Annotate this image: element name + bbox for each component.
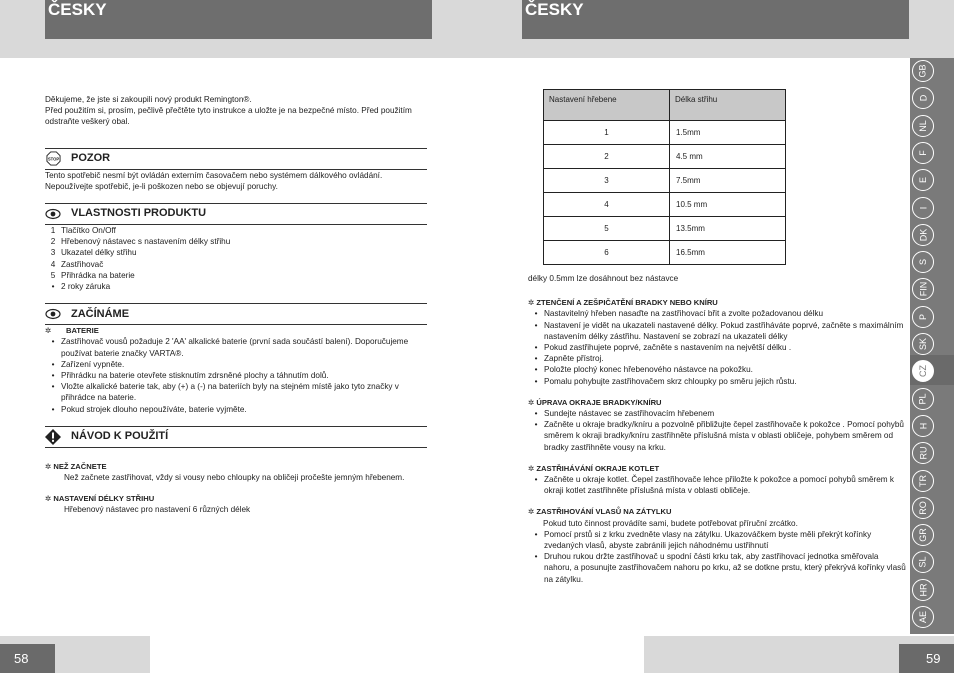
section-list [528, 408, 906, 453]
section-list [528, 529, 906, 585]
language-code: S [917, 259, 928, 266]
usage-heading [45, 426, 427, 448]
language-code: HR [918, 583, 928, 597]
list-item [45, 381, 427, 403]
battery-list [45, 336, 427, 414]
length-setting-subheading [45, 493, 427, 504]
right-sections [528, 284, 906, 585]
bullet: • [51, 359, 55, 369]
language-code: PL [917, 393, 928, 405]
language-tab-p[interactable] [912, 306, 934, 328]
language-tab-i[interactable] [912, 197, 934, 219]
language-code: TR [918, 474, 928, 487]
table-cell: 1 [544, 121, 670, 145]
section-title: ZTENČENÍ A ZEŠPIČATĚNÍ BRADKY NEBO KNÍRU [536, 298, 718, 308]
table-header-row [544, 90, 786, 121]
language-code: NL [917, 119, 928, 132]
sun-icon: ✲ [45, 494, 52, 504]
before-start-subheading [45, 461, 427, 472]
language-code: FIN [918, 282, 928, 297]
language-tab-tr[interactable] [912, 470, 934, 492]
list-text: 2 roky záruka [61, 282, 111, 292]
bullet: • [534, 365, 538, 375]
language-tab-hr[interactable] [912, 579, 934, 601]
table-cell: 3 [544, 169, 670, 193]
section-list [528, 308, 906, 386]
bullet: • [534, 343, 538, 353]
list-text: Druhou rukou držte zastřihovač u spodní části krku tak, aby zastřihovací jednotka směřovala nahoru, a posunujte zastřihovačem nahoru po krku, až se dotkne prstu, který překrývá kořínky vlasů na zátylku. [544, 552, 906, 584]
language-tab-f[interactable] [912, 142, 934, 164]
language-code: DK [917, 228, 928, 242]
list-text: Zastřihovač vousů požaduje 2 'AA' alkalické baterie (první sada součástí balení). Doporučujeme používat baterie značky VARTA®. [61, 337, 409, 358]
list-marker: 3 [50, 248, 56, 258]
usage-title: NÁVOD K POUŽITÍ [71, 430, 169, 443]
bullet: • [51, 337, 55, 347]
list-item [45, 259, 427, 270]
list-text: Začněte u okraje bradky/kníru a pozvolně přibližujte čepel zastřihovače k pokožce . Pomocí pohybů směrem k okraji bradky/kníru zastřihněte příslušná místa v oblasti obličeje, pohybem směrem od bradky zastřihněte vousy na krku. [544, 420, 904, 452]
list-item [45, 236, 427, 247]
section-subheading [528, 397, 906, 408]
start-heading [45, 303, 427, 325]
language-code: SK [917, 337, 928, 351]
list-text: Sundejte nástavec se zastřihovacím hřebenem [544, 409, 715, 419]
list-text: Položte plochý konec hřebenového nástavce na pokožku. [544, 365, 753, 375]
sun-icon: ✲ [528, 463, 535, 473]
list-text: Nastavení je vidět na ukazateli nastavené délky. Pokud zastřiháváte poprvé, začněte s maximálním nastavením délky zástřihu. Nastavení se zobrazí na ukazateli délky [544, 320, 904, 341]
section-title: ZASTŘIHÁVÁNÍ OKRAJE KOTLET [536, 463, 660, 473]
list-marker: 1 [50, 226, 56, 236]
bullet: • [534, 475, 538, 485]
language-code: I [917, 206, 928, 209]
section-list [528, 474, 906, 496]
language-code: GB [917, 64, 928, 78]
bullet: • [534, 320, 538, 330]
language-tab-sk[interactable] [912, 333, 934, 355]
list-text: Vložte alkalické baterie tak, aby (+) a (-) na bateriích byly na stejném místě jako tyto značky v přihrádce na baterie. [61, 382, 399, 403]
list-text: Zapněte přístroj. [544, 354, 604, 364]
section-title: ZASTŘIHOVÁNÍ VLASŮ NA ZÁTYLKU [536, 507, 672, 517]
bullet: • [534, 309, 538, 319]
table-row [544, 121, 786, 145]
list-text: Zařízení vypněte. [61, 359, 125, 369]
language-tab-gb[interactable] [912, 60, 934, 82]
list-marker: 2 [50, 237, 56, 247]
eye-icon [45, 208, 61, 220]
language-code: SL [917, 556, 928, 568]
language-code: CZ [918, 365, 928, 378]
sun-icon: ✲ [45, 326, 52, 336]
list-marker: 5 [50, 270, 56, 280]
list-item [528, 474, 906, 496]
list-item [528, 342, 906, 353]
list-item [45, 247, 427, 258]
intro-line: Před použitím si, prosím, pečlivě přečtěte tyto instrukce a uložte je na bezpečné místo. Před použitím odstraňte veškerý obal. [45, 106, 412, 127]
list-item [528, 408, 906, 419]
list-item [45, 336, 427, 358]
list-text: Pokud zastřihujete poprvé, začněte s nastavením na největší délku . [544, 343, 792, 353]
list-marker: • [51, 282, 55, 292]
battery-subheading [45, 325, 427, 336]
table-cell: 16.5mm [670, 241, 786, 265]
list-item [528, 419, 906, 453]
before-start-text: Než začnete zastřihovat, vždy si vousy nebo chloupky na obličeji pročešte jemným hřebenem. [64, 473, 405, 483]
bullet: • [534, 354, 538, 364]
before-start-title: NEŽ ZAČNETE [53, 461, 107, 471]
bullet: • [534, 420, 538, 430]
list-item [528, 376, 906, 387]
language-tab-pl[interactable] [912, 388, 934, 410]
features-title: VLASTNOSTI PRODUKTU [71, 207, 207, 220]
language-code: GR [918, 528, 928, 542]
list-item [45, 270, 427, 281]
language-code: D [918, 95, 928, 102]
pozor-heading [45, 148, 427, 170]
bullet: • [51, 404, 55, 414]
language-tab-ae[interactable] [912, 606, 934, 628]
table-header-cell: Nastavení hřebene [544, 90, 670, 121]
table-cell: 1.5mm [670, 121, 786, 145]
bullet: • [534, 552, 538, 562]
language-code: E [917, 177, 928, 184]
language-tab-s[interactable] [912, 251, 934, 273]
sun-icon: ✲ [528, 507, 535, 517]
language-tab-nl[interactable] [912, 115, 934, 137]
list-text: Pomalu pohybujte zastřihovačem skrz chloupky po směru jejich růstu. [544, 376, 797, 386]
features-heading [45, 203, 427, 225]
list-item [45, 281, 427, 292]
table-cell: 7.5mm [670, 169, 786, 193]
table-note: délky 0.5mm lze dosáhnout bez nástavce [528, 274, 679, 283]
sun-icon: ✲ [45, 461, 52, 471]
stop-icon [45, 151, 61, 166]
table-row [544, 169, 786, 193]
warning-icon [45, 429, 61, 445]
list-text: Pokud strojek dlouho nepoužíváte, baterie vyjměte. [61, 404, 247, 414]
section-subheading [528, 506, 906, 517]
length-setting-title: NASTAVENÍ DÉLKY STŘIHU [53, 494, 155, 504]
length-setting-text: Hřebenový nástavec pro nastavení 6 různých délek [64, 505, 251, 515]
language-code: H [918, 422, 928, 430]
table-row [544, 217, 786, 241]
right-page-header: ČESKY [522, 0, 909, 39]
table-row [544, 241, 786, 265]
list-item [528, 320, 906, 342]
language-code: F [918, 150, 928, 156]
table-row [544, 145, 786, 169]
sun-icon: ✲ [528, 298, 535, 308]
language-tab-ro[interactable] [912, 497, 934, 519]
start-title: ZAČÍNÁME [71, 307, 130, 320]
list-item [45, 404, 427, 415]
list-item [528, 551, 906, 585]
bullet: • [51, 382, 55, 392]
table-cell: 2 [544, 145, 670, 169]
bullet: • [51, 371, 55, 381]
left-page-header: ČESKY [45, 0, 432, 39]
language-code: RU [918, 446, 928, 460]
list-item [45, 225, 427, 236]
pozor-title: POZOR [71, 152, 111, 164]
table-row [544, 193, 786, 217]
list-item [528, 353, 906, 364]
language-code: RO [918, 501, 928, 515]
table-cell: 4.5 mm [670, 145, 786, 169]
list-item [45, 370, 427, 381]
features-list [45, 225, 427, 292]
bullet: • [534, 376, 538, 386]
battery-subtitle: BATERIE [66, 326, 99, 336]
bullet: • [534, 409, 538, 419]
list-item [528, 308, 906, 319]
list-text: Přihrádku na baterie otevřete stisknutím zdrsněné plochy a táhnutím dolů. [61, 371, 329, 381]
list-item [528, 364, 906, 375]
table-cell: 5 [544, 217, 670, 241]
intro-line: Děkujeme, že jste si zakoupili nový produkt Remington®. [45, 95, 252, 104]
list-marker: 4 [50, 259, 56, 269]
table-cell: 13.5mm [670, 217, 786, 241]
list-text: Hřebenový nástavec s nastavením délky střihu [61, 237, 231, 247]
table-header-cell: Délka střihu [670, 90, 786, 121]
list-text: Nastavitelný hřeben nasaďte na zastřihovací břit a zvolte požadovanou délku [544, 309, 824, 319]
section-subheading [528, 297, 906, 308]
table-cell: 6 [544, 241, 670, 265]
pozor-line: Tento spotřebič nesmí být ovládán externím časovačem nebo systémem dálkového ovládání. [45, 170, 383, 180]
list-text: Ukazatel délky střihu [61, 248, 137, 258]
sun-icon: ✲ [528, 397, 535, 407]
bullet: • [534, 529, 538, 539]
language-code: P [917, 313, 928, 320]
eye-icon [45, 308, 61, 320]
right-column [528, 89, 906, 585]
language-tab-dk[interactable] [912, 224, 934, 246]
list-text: Zastřihovač [61, 259, 104, 269]
length-table [543, 89, 786, 265]
list-text: Pomocí prstů si z krku zvedněte vlasy na zátylku. Ukazováčkem byste měli překrýt kořínky zvedaných vlasů, abyste zabránili jejich náhodnému ustřihnutí [544, 529, 872, 551]
section-title: ÚPRAVA OKRAJE BRADKY/KNÍRU [536, 397, 662, 407]
section-lead: Pokud tuto činnost provádíte sami, budete potřebovat příruční zrcátko. [543, 518, 798, 528]
pozor-line: Nepoužívejte spotřebič, je-li poškozen nebo se objevují poruchy. [45, 181, 278, 191]
left-column [45, 94, 427, 516]
page-number-left: 58 [0, 644, 55, 673]
list-text: Tlačítko On/Off [61, 226, 116, 236]
list-item [45, 359, 427, 370]
list-item [528, 529, 906, 551]
table-cell: 10.5 mm [670, 193, 786, 217]
table-cell: 4 [544, 193, 670, 217]
language-code: AE [917, 610, 928, 624]
list-text: Přihrádka na baterie [61, 270, 135, 280]
language-tab-gr[interactable] [912, 524, 934, 546]
page-number-right: 59 [899, 644, 954, 673]
section-subheading [528, 463, 906, 474]
stop-icon-label: STOP [47, 156, 59, 162]
list-text: Začněte u okraje kotlet. Čepel zastřihovače lehce přiložte k pokožce a pomocí pohybů směrem k okraji kotlet zastřihněte příslušná místa v oblasti obličeje. [544, 475, 894, 496]
language-tab-h[interactable] [912, 415, 934, 437]
